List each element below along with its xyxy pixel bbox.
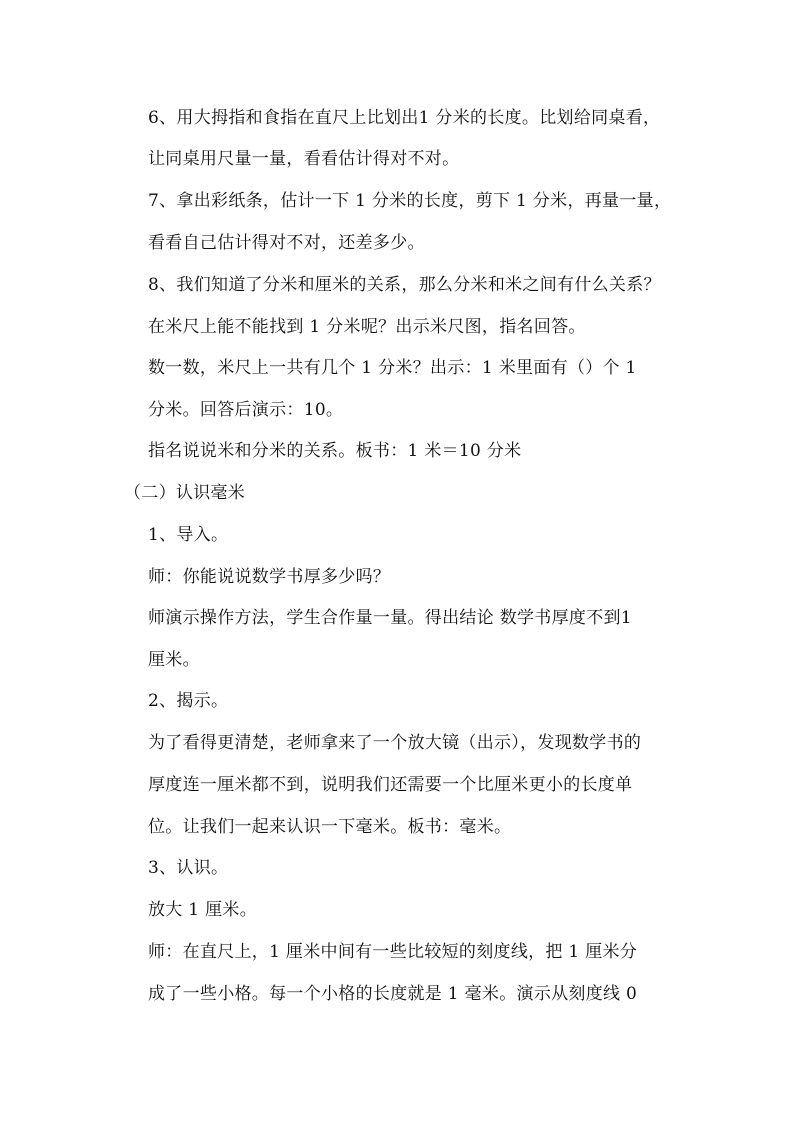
text-line: 厚度连一厘米都不到，说明我们还需要一个比厘米更小的长度单 <box>148 775 633 795</box>
text-line: 厘米。 <box>148 650 200 670</box>
text-line: 7、拿出彩纸条，估计一下 1 分米的长度，剪下 1 分米，再量一量， <box>148 191 672 211</box>
section-heading: （二）认识毫米 <box>124 483 246 503</box>
step-heading: 3、认识。 <box>148 858 229 878</box>
text-line: 师：在直尺上，1 厘米中间有一些比较短的刻度线，把 1 厘米分 <box>148 942 638 962</box>
text-line: 为了看得更清楚，老师拿来了一个放大镜（出示），发现数学书的 <box>148 733 642 753</box>
text-line: 在米尺上能不能找到 1 分米呢？出示米尺图，指名回答。 <box>148 317 586 337</box>
step-heading: 1、导入。 <box>148 525 229 545</box>
text-line: 8、我们知道了分米和厘米的关系，那么分米和米之间有什么关系？ <box>148 275 661 295</box>
text-line: 看看自己估计得对不对，还差多少。 <box>148 233 425 253</box>
text-line: 让同桌用尺量一量，看看估计得对不对。 <box>148 149 460 169</box>
text-line: 分米。回答后演示：10。 <box>148 400 344 420</box>
text-line: 指名说说米和分米的关系。板书：1 米＝10 分米 <box>148 441 522 461</box>
text-line: 成了一些小格。每一个小格的长度就是 1 毫米。演示从刻度线 0 <box>148 984 638 1004</box>
step-heading: 2、揭示。 <box>148 691 229 711</box>
text-line: 6、用大拇指和食指在直尺上比划出1 分米的长度。比划给同桌看， <box>148 108 661 128</box>
text-line: 师：你能说说数学书厚多少吗？ <box>148 567 391 587</box>
text-line: 位。让我们一起来认识一下毫米。板书：毫米。 <box>148 817 512 837</box>
text-line: 放大 1 厘米。 <box>148 900 258 920</box>
text-line: 师演示操作方法，学生合作量一量。得出结论 数学书厚度不到1 <box>148 608 632 628</box>
text-line: 数一数，米尺上一共有几个 1 分米？出示：1 米里面有（）个 1 <box>148 358 637 378</box>
